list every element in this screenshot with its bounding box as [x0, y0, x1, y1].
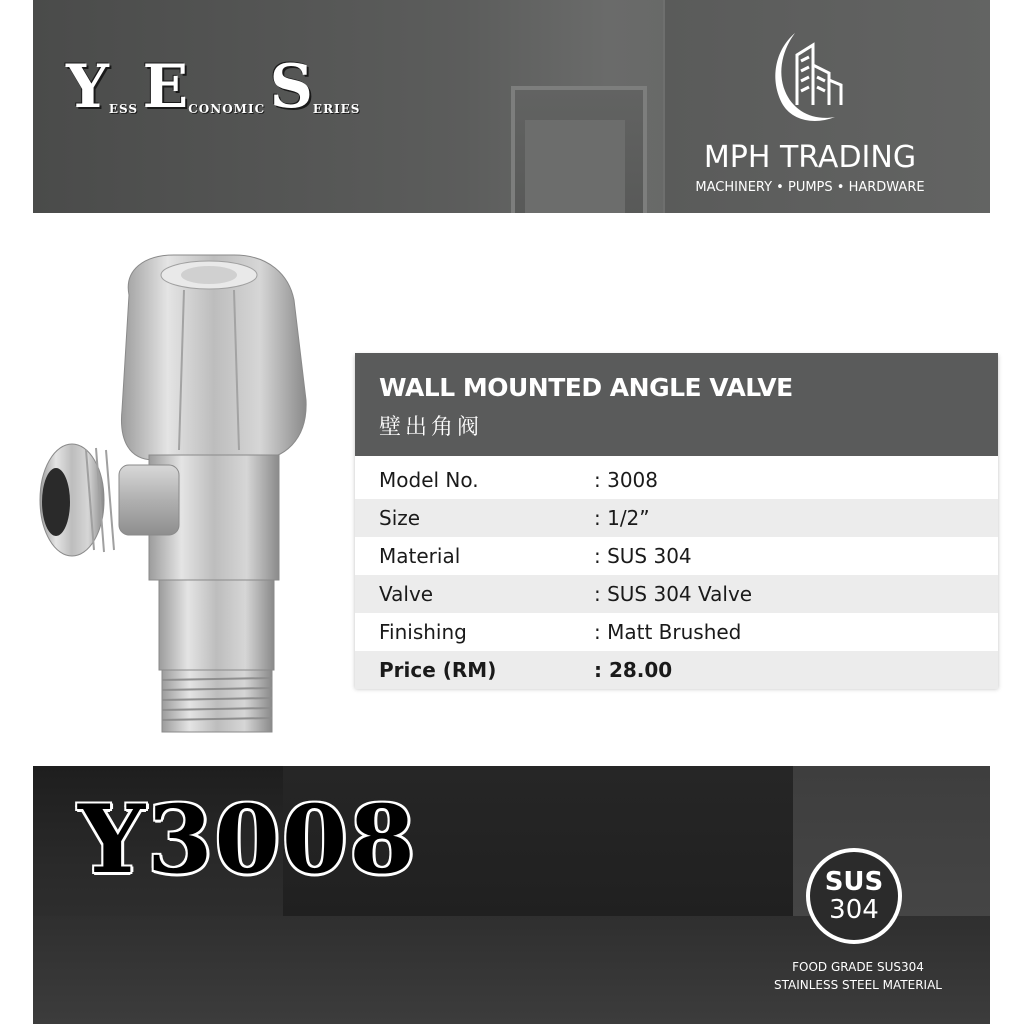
spec-row-model [355, 461, 998, 499]
spec-row-valve [355, 575, 998, 613]
spec-row-material [355, 537, 998, 575]
logo-word-series: ERIES [312, 102, 361, 116]
logo-word-yess: ESS [108, 102, 139, 116]
spec-label: Price (RM) [379, 658, 497, 682]
spec-row-price [355, 651, 998, 689]
spec-label: Model No. [379, 468, 479, 492]
material-note-line2: STAINLESS STEEL MATERIAL [774, 978, 942, 992]
spec-value: : SUS 304 [594, 544, 692, 568]
badge-line-304: 304 [829, 895, 879, 925]
spec-table [355, 353, 998, 687]
material-note [748, 958, 968, 994]
banner-door-panel [525, 120, 625, 213]
sus304-badge [806, 848, 902, 944]
spec-value: : Matt Brushed [594, 620, 742, 644]
spec-value: : 1/2” [594, 506, 650, 530]
logo-letter-e: E [142, 52, 189, 122]
mph-building-logo-icon [765, 25, 855, 130]
angle-valve-photo-icon [34, 250, 324, 740]
product-title: WALL MOUNTED ANGLE VALVE [379, 373, 793, 402]
company-tagline: MACHINERY • PUMPS • HARDWARE [695, 180, 925, 195]
material-note-line1: FOOD GRADE SUS304 [792, 960, 924, 974]
spec-value: : SUS 304 Valve [594, 582, 753, 606]
spec-row-finishing [355, 613, 998, 651]
spec-value: : 3008 [594, 468, 658, 492]
product-title-chinese: 壁出角阀 [379, 415, 484, 440]
badge-line-sus: SUS [824, 867, 884, 897]
company-name: MPH TRADING [703, 140, 917, 175]
logo-word-economic: CONOMIC [188, 102, 266, 116]
spec-label: Size [379, 506, 421, 530]
logo-letter-s: S [269, 52, 313, 122]
spec-row-size [355, 499, 998, 537]
logo-letter-y: Y [66, 52, 109, 122]
spec-label: Finishing [379, 620, 467, 644]
spec-label: Valve [379, 582, 434, 606]
spec-label: Material [379, 544, 461, 568]
spec-rows [355, 456, 998, 689]
spec-value: : 28.00 [594, 658, 673, 682]
spec-header [355, 353, 998, 456]
yes-series-logo [66, 52, 360, 122]
model-code-title: Y3008 [78, 785, 417, 895]
